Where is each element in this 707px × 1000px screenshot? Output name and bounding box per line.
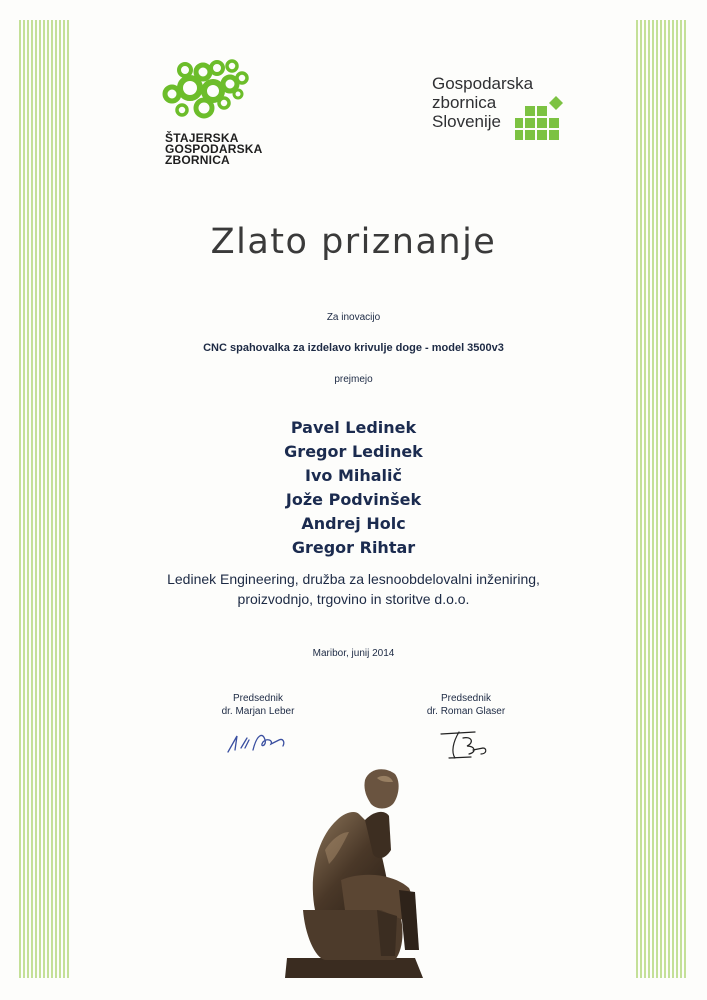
recipient-name: Gregor Rihtar (291, 538, 416, 557)
recipient-name: Jože Podvinšek (285, 490, 422, 509)
recipient-name: Andrej Holc (301, 514, 406, 533)
recipient-name: Pavel Ledinek (290, 418, 417, 437)
signature-name: dr. Roman Glaser (426, 706, 506, 717)
recipient-name: Gregor Ledinek (284, 442, 423, 461)
recipient-names (0, 416, 707, 560)
company-line-1: Ledinek Engineering, družba za lesnoobdelovalni inženiring, (167, 571, 540, 587)
certificate-title: Zlato priznanje (210, 222, 497, 262)
right-logo-line-3: Slovenije (432, 112, 501, 131)
right-logo-line-1: Gospodarska (432, 74, 534, 93)
signature-block-right (386, 692, 546, 762)
company-name (0, 569, 707, 609)
left-logo-line-3: ZBORNICA (165, 153, 230, 167)
recipient-name: Ivo Mihalič (305, 466, 402, 485)
right-logo-line-2: zbornica (432, 93, 497, 112)
thinker-statue-image (285, 760, 435, 978)
place-date: Maribor, junij 2014 (312, 648, 395, 659)
received-text: prejmejo (334, 374, 373, 385)
signature-scribble-icon (431, 728, 501, 762)
signature-name: dr. Marjan Leber (221, 706, 295, 717)
stajerska-chamber-logo (160, 58, 280, 173)
signature-block-left (178, 692, 338, 758)
left-logo-line-2: GOSPODARSKA (165, 142, 263, 156)
intro-text: Za inovacijo (326, 312, 381, 323)
signature-scribble-icon (223, 728, 293, 758)
signature-role: Predsednik (440, 693, 492, 704)
innovation-subject: CNC spahovalka za izdelavo krivulje doge - model 3500v3 (203, 342, 504, 354)
bubbles-icon (160, 58, 255, 130)
slovenia-chamber-logo (432, 74, 582, 154)
grid-squares-icon (515, 94, 567, 146)
left-logo-line-1: ŠTAJERSKA (165, 131, 239, 145)
signature-role: Predsednik (232, 693, 284, 704)
company-line-2: proizvodnjo, trgovino in storitve d.o.o. (237, 591, 470, 607)
